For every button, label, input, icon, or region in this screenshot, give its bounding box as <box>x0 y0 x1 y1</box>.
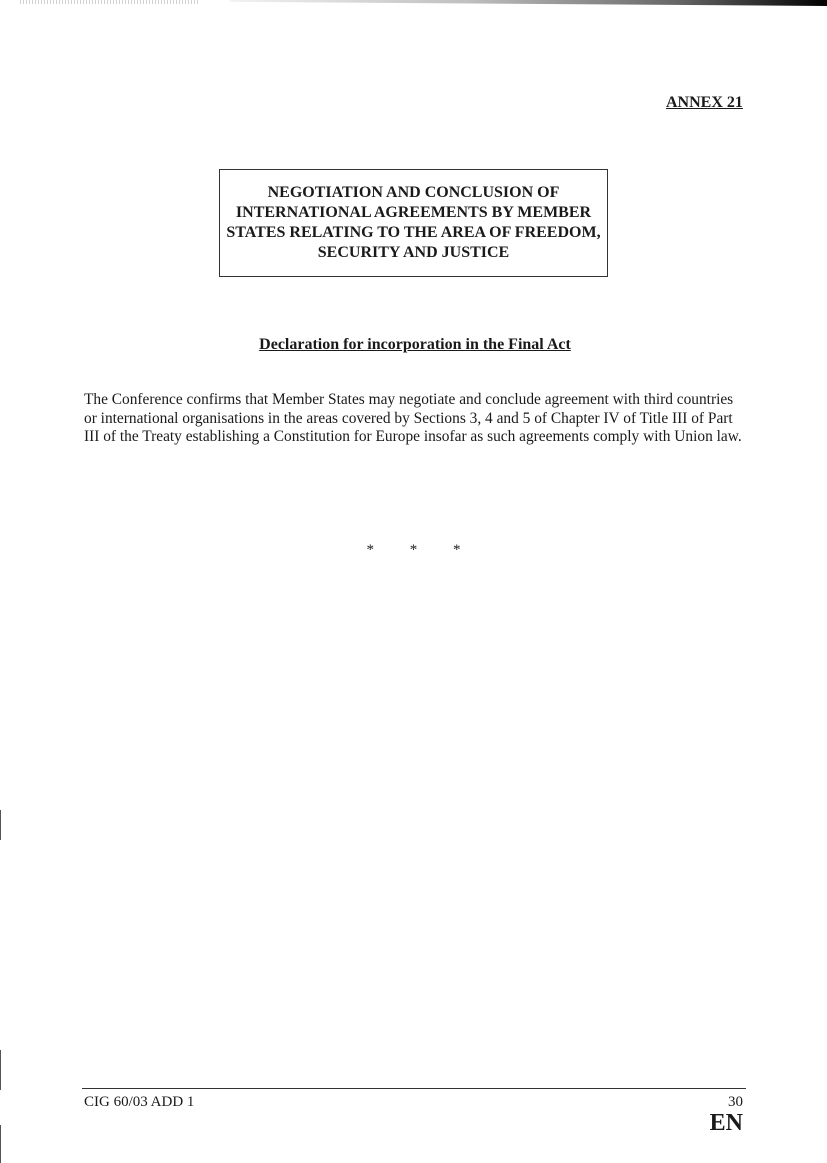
footer-document-ref: CIG 60/03 ADD 1 <box>84 1094 195 1110</box>
scan-margin-mark <box>0 1125 1 1163</box>
scan-noise-dots <box>20 0 200 4</box>
scan-edge-shadow <box>230 0 827 6</box>
document-title: NEGOTIATION AND CONCLUSION OF INTERNATIONAL AGREEMENTS BY MEMBER STATES RELATING TO THE AREA OF FREEDOM, SECURITY AND JUSTICE <box>226 184 601 261</box>
scan-margin-mark <box>0 1050 1 1090</box>
section-separator: * * * <box>366 542 477 558</box>
scan-artifact-top <box>0 0 827 8</box>
declaration-heading-line <box>0 336 827 354</box>
title-box <box>219 169 608 277</box>
footer-page-number: 30 <box>728 1094 743 1110</box>
footer-language-code: EN <box>709 1110 743 1136</box>
declaration-heading: Declaration for incorporation in the Final Act <box>259 336 571 353</box>
annex-label: ANNEX 21 <box>666 94 743 111</box>
footer-divider <box>82 1088 746 1089</box>
body-paragraph: The Conference confirms that Member States may negotiate and conclude agreement with third countries or international organisations in the areas covered by Sections 3, 4 and 5 of Chapter IV of Title III of Part III of the Treaty establishing a Constitution for Europe insofar as such agreements comply with Union law. <box>84 391 742 445</box>
scan-margin-mark <box>0 810 1 840</box>
